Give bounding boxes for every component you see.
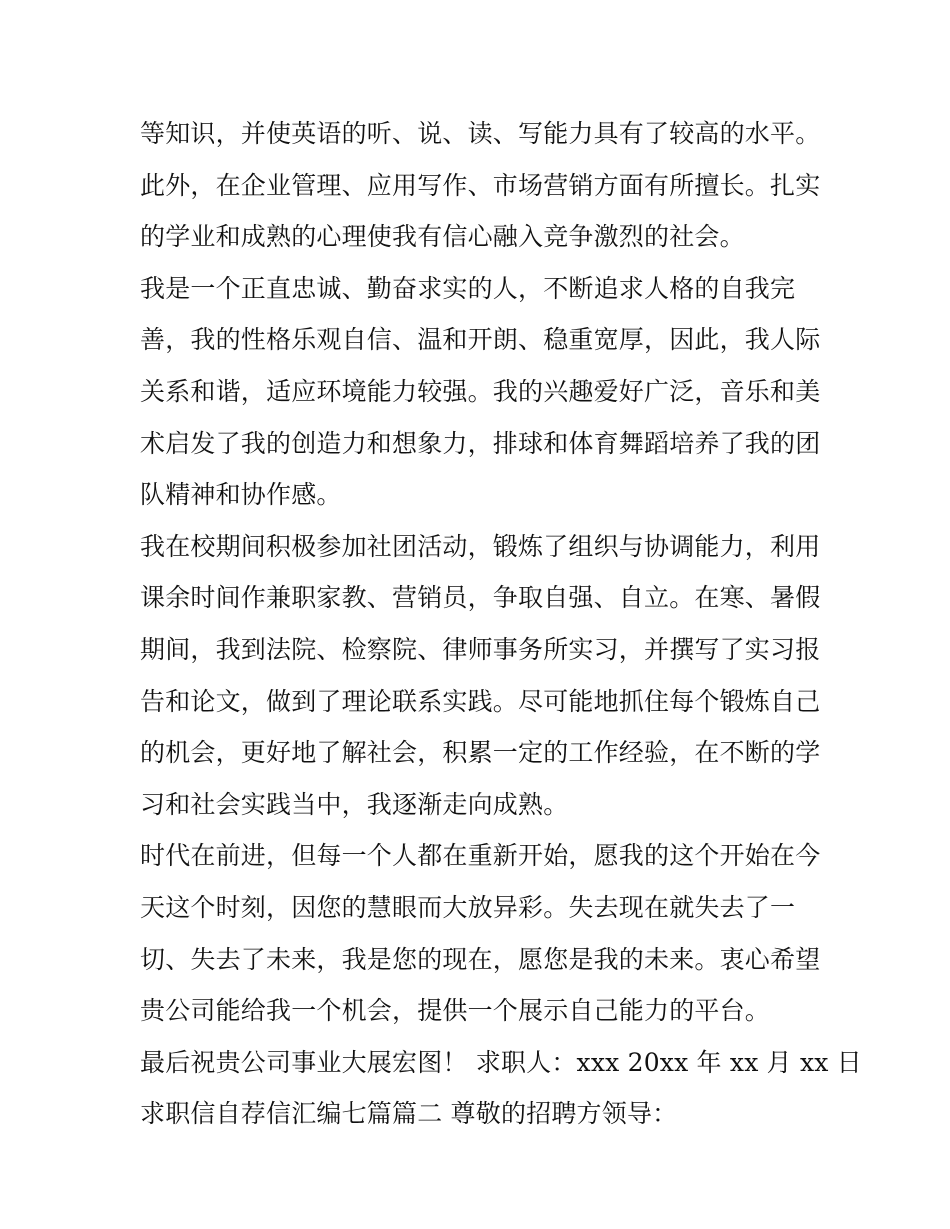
text-line-12: 告和论文，做到了理论联系实践。尽可能地抓住每个锻炼自己 (140, 686, 821, 716)
text-line-1: 等知识，并使英语的听、说、读、写能力具有了较高的水平。 (140, 119, 821, 148)
text-line-9: 我在校期间积极参加社团活动，锻炼了组织与协调能力，利用 (140, 531, 821, 561)
text-line-20: 求职信自荐信汇编七篇篇二 尊敬的招聘方领导： (140, 1099, 678, 1129)
text-line-2: 此外，在企业管理、应用写作、市场营销方面有所擅长。扎实 (140, 170, 821, 200)
text-line-8: 队精神和协作感。 (140, 480, 342, 510)
text-line-17: 切、失去了未来，我是您的现在，愿您是我的未来。衷心希望 (140, 944, 821, 974)
text-line-10: 课余时间作兼职家教、营销员，争取自强、自立。在寒、暑假 (140, 583, 821, 613)
text-line-15: 时代在前进，但每一个人都在重新开始，愿我的这个开始在今 (140, 841, 821, 871)
text-line-18: 贵公司能给我一个机会，提供一个展示自己能力的平台。 (140, 996, 771, 1026)
text-line-16: 天这个时刻，因您的慧眼而大放异彩。失去现在就失去了一 (140, 892, 796, 922)
text-line-7: 术启发了我的创造力和想象力，排球和体育舞蹈培养了我的团 (140, 428, 821, 458)
text-line-14: 习和社会实践当中，我逐渐走向成熟。 (140, 789, 569, 819)
text-line-4: 我是一个正直忠诚、勤奋求实的人，不断追求人格的自我完 (140, 273, 796, 303)
text-line-5: 善，我的性格乐观自信、温和开朗、稳重宽厚，因此，我人际 (140, 325, 821, 355)
text-line-11: 期间，我到法院、检察院、律师事务所实习，并撰写了实习报 (140, 634, 821, 664)
document-body (140, 108, 862, 1140)
text-line-6: 关系和谐，适应环境能力较强。我的兴趣爱好广泛，音乐和美 (140, 376, 821, 406)
text-line-13: 的机会，更好地了解社会，积累一定的工作经验，在不断的学 (140, 738, 821, 768)
text-line-19: 最后祝贵公司事业大展宏图！ 求职人：xxx 20xx 年 xx 月 xx 日 (140, 1047, 862, 1077)
text-line-3: 的学业和成熟的心理使我有信心融入竞争激烈的社会。 (140, 222, 745, 252)
